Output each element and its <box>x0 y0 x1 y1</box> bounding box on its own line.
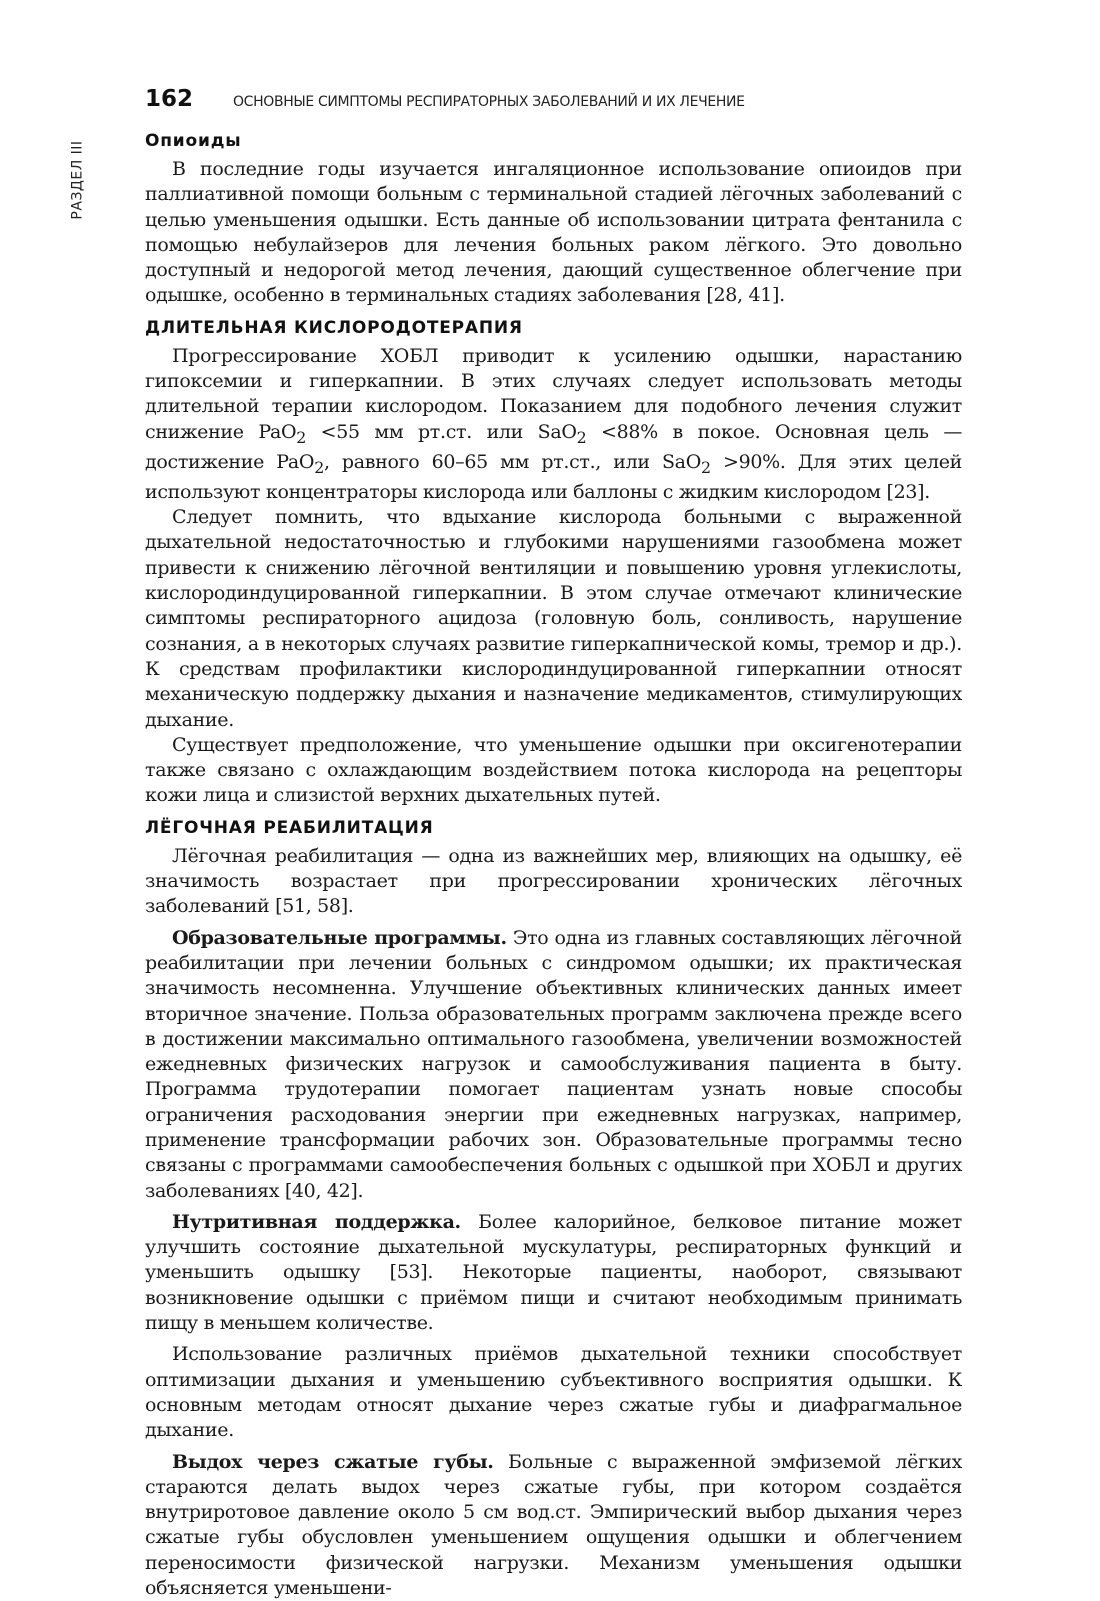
text-run: <88% в покое. Основная цель — достижение PaO <box>145 420 962 473</box>
side-label-text: РАЗДЕЛ III <box>70 140 86 220</box>
text-run: , равного 60–65 мм рт.ст., или SaO <box>323 450 701 473</box>
text-run: <55 мм рт.ст. или SaO <box>305 420 577 443</box>
paragraph-breathing-techniques: Использование различных приёмов дыхательной техники способствует оптимизации дыхания и уменьшению субъективного восприятия одышки. К основным методам относят дыхание через сжатые губы и диафрагмальное дыхание. <box>145 1343 962 1442</box>
heading-pulmonary-rehabilitation: ЛЁГОЧНАЯ РЕАБИЛИТАЦИЯ <box>145 817 434 838</box>
subscript: 2 <box>314 457 324 477</box>
lead-term: Нутритивная поддержка. <box>172 1210 461 1233</box>
paragraph-opioids: В последние годы изучается ингаляционное использование опиоидов при паллиативной помощи больным с терминальной стадией лёгочных заболеваний с целью уменьшения одышки. Есть данные об использовании цитрата фентанила с помощью небулайзеров для лечения больных раком лёгкого. Это довольно доступный и недорогой метод лечения, дающий существенное облегчение при одышке, особенно в терминальных стадиях заболевания [28, 41]. <box>145 158 962 307</box>
lead-term: Образовательные программы. <box>172 926 507 949</box>
paragraph-oxygen-indications <box>145 344 962 505</box>
lead-term: Выдох через сжатые губы. <box>172 1450 494 1473</box>
text-run: Больные с выраженной эмфиземой лёгких стараются делать выдох через сжатые губы, при котором создаётся внутриротовое давление около 5 см вод.ст. Эмпирический выбор дыхания через сжатые губы обусловлен уменьшением ощущения одышки и облегчением переносимости физической нагрузки. Механизм уменьшения одышки объясняется уменьшени- <box>145 1450 962 1600</box>
text-run: >90%. Для этих целей используют концентраторы кислорода или баллоны с жидким кислородом [23]. <box>145 450 962 503</box>
paragraph-education-programs <box>145 926 962 1204</box>
text-run: Более калорийное, белковое питание может улучшить состояние дыхательной мускулатуры, респираторных функций и уменьшить одышку [53]. Некоторые пациенты, наоборот, связывают возникновение одышки с приёмом пищи и считают необходимым принимать пищу в меньшем количестве. <box>145 1210 962 1335</box>
page-number: 162 <box>145 86 194 112</box>
page-body <box>145 128 962 1601</box>
heading-opioids: Опиоиды <box>145 131 242 151</box>
section-side-label <box>66 130 90 230</box>
page-header <box>145 86 745 112</box>
running-title: ОСНОВНЫЕ СИМПТОМЫ РЕСПИРАТОРНЫХ ЗАБОЛЕВАНИЙ И ИХ ЛЕЧЕНИЕ <box>233 94 745 110</box>
paragraph-oxygen-hypercapnia: Следует помнить, что вдыхание кислорода больными с выраженной дыхательной недостаточностью и глубокими нарушениями газообмена может привести к снижению лёгочной вентиляции и повышению уровня углекислоты, кислородиндуцированной гиперкапнии. В этом случае отмечают клинические симптомы респираторного ацидоза (головную боль, сонливость, нарушение сознания, а в некоторых случаях развитие гиперкапнической комы, тремор и др.). К средствам профилактики кислородиндуцированной гиперкапнии относят механическую поддержку дыхания и назначение медикаментов, стимулирующих дыхание. <box>145 506 962 731</box>
subscript: 2 <box>576 427 587 447</box>
subscript: 2 <box>296 427 306 447</box>
text-run: Это одна из главных составляющих лёгочной реабилитации при лечении больных с синдромом одышки; их практическая значимость несомненна. Улучшение объективных клинических данных имеет вторичное значение. Польза образовательных программ заключена прежде всего в достижении максимально оптимального газообмена, увеличении возможностей ежедневных физических нагрузок и самообслуживания пациента в быту. Программа трудотерапии помогает пациентам узнать новые способы ограничения расходования энергии при ежедневных нагрузках, например, применение трансформации рабочих зон. Образовательные программы тесно связаны с программами самообеспечения больных с одышкой при ХОБЛ и других заболеваниях [40, 42]. <box>145 926 962 1202</box>
subscript: 2 <box>700 457 711 477</box>
paragraph-rehab-intro: Лёгочная реабилитация — одна из важнейших мер, влияющих на одышку, её значимость возрастает при прогрессировании хронических лёгочных заболеваний [51, 58]. <box>145 844 962 918</box>
heading-oxygen-therapy: ДЛИТЕЛЬНАЯ КИСЛОРОДОТЕРАПИЯ <box>145 317 523 338</box>
text-run: Прогрессирование ХОБЛ приводит к усилению одышки, нарастанию гипоксемии и гиперкапнии. В этих случаях следует использовать методы длительной терапии кислородом. Показанием для подобного лечения служит снижение PaO <box>145 344 962 443</box>
paragraph-oxygen-cooling: Существует предположение, что уменьшение одышки при оксигенотерапии также связано с охлаждающим воздействием потока кислорода на рецепторы кожи лица и слизистой верхних дыхательных путей. <box>145 733 962 807</box>
paragraph-nutrition <box>145 1210 962 1336</box>
paragraph-pursed-lips <box>145 1450 962 1601</box>
